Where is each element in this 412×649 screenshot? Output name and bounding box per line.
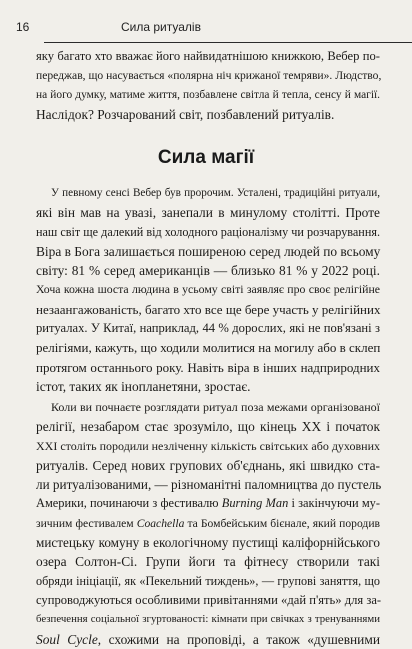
text-line: супроводжуються особливими привітаннями «дай п'ять» для за- <box>36 592 382 607</box>
text-line: Наслідок? Розчарований світ, позбавлений ритуалів. <box>36 106 335 122</box>
festival-name: Burning Man <box>221 496 289 511</box>
brand-name: Soul Cycle <box>36 631 98 647</box>
text-line: Коли ви почнаєте розглядати ритуал поза межами організованої <box>51 400 380 414</box>
text-line: на його думку, матиме життя, позбавлене світла й тепла, сенсу й магії. <box>36 88 380 101</box>
text-line: мистецьку комуну в екологічному пустищі каліфорнійського <box>36 535 380 551</box>
text-line: яку багато хто вважає його найвидатнішою книжкою, Вебер по- <box>36 49 380 63</box>
section-heading: Сила магії <box>157 147 255 168</box>
text-line: які він мав на увазі, занепали в минулому столітті. Проте <box>36 205 380 221</box>
text-line <box>36 494 380 513</box>
text-line: ритуалів. Серед нових групових об'єднань, які швидко ста- <box>36 457 380 473</box>
festival-name: Coachella <box>136 516 185 530</box>
text-line: озера Солтон-Сі. Групи йоги та фітнесу створили такі <box>36 554 380 570</box>
text-line: безпечення соціальної згуртованості: кімнати при свічках з тренуваннями <box>36 613 380 626</box>
page-number: 16 <box>16 20 30 34</box>
text-line: незаангажованість, багато хто все ще бере участь у релігійних <box>36 301 381 317</box>
paragraph-1 <box>36 184 380 396</box>
text-line: переджав, що насувається «полярна ніч крижаної темряви». Людство, <box>36 69 382 83</box>
text-run: зичним фестивалем <box>36 516 137 530</box>
text-line: протягом останнього року. Навіть віра в інших надприродних <box>36 359 380 375</box>
text-line: релігіями, кажуть, що ходили молитися на могилу або в склеп <box>36 340 381 356</box>
header-rule <box>44 42 412 43</box>
text-run: Америки, починаючи з фестивалю <box>36 496 222 511</box>
text-line <box>36 630 380 649</box>
paragraph-2 <box>36 398 380 649</box>
running-title: Сила ритуалів <box>121 20 201 34</box>
text-line: релігії, незабаром стає зрозуміло, що кінець ХХ і початок <box>36 419 380 435</box>
text-line: Віра в Бога залишається поширеною серед людей по всьому <box>36 243 381 259</box>
top-paragraph <box>36 47 380 124</box>
text-run: та Бомбейським бієнале, який породив <box>184 516 381 530</box>
text-line <box>36 514 380 533</box>
text-run: , схожими на проповіді, а також «душевними <box>97 631 380 647</box>
text-line: світу: 81 % серед американців — близько 81 % у 2022 році. <box>36 263 380 279</box>
text-line: У певному сенсі Вебер був пророчим. Усталені, традиційні ритуали, <box>51 187 380 199</box>
text-run: і закінчуючи му- <box>288 496 380 511</box>
text-line: істот, таких як інопланетяни, зростає. <box>36 378 251 394</box>
text-line: ритуалах. У Китаї, наприклад, 44 % дорослих, які не пов'язані з <box>36 321 380 336</box>
text-line: ХХІ століть породили незліченну кількість світських або духовних <box>36 438 380 453</box>
text-line: наш світ ще далекий від холодного раціоналізму чи розчарування. <box>36 224 381 239</box>
text-line: Хоча кожна шоста людина в усьому світі заявляє про своє релігійне <box>36 282 380 297</box>
text-line: обряди ініціації, як «Пекельний тиждень», — групові заняття, що <box>36 573 380 588</box>
text-line: ли ритуалізованими, — різноманітні паломництва до пустель <box>36 477 382 493</box>
page-header <box>16 20 412 36</box>
